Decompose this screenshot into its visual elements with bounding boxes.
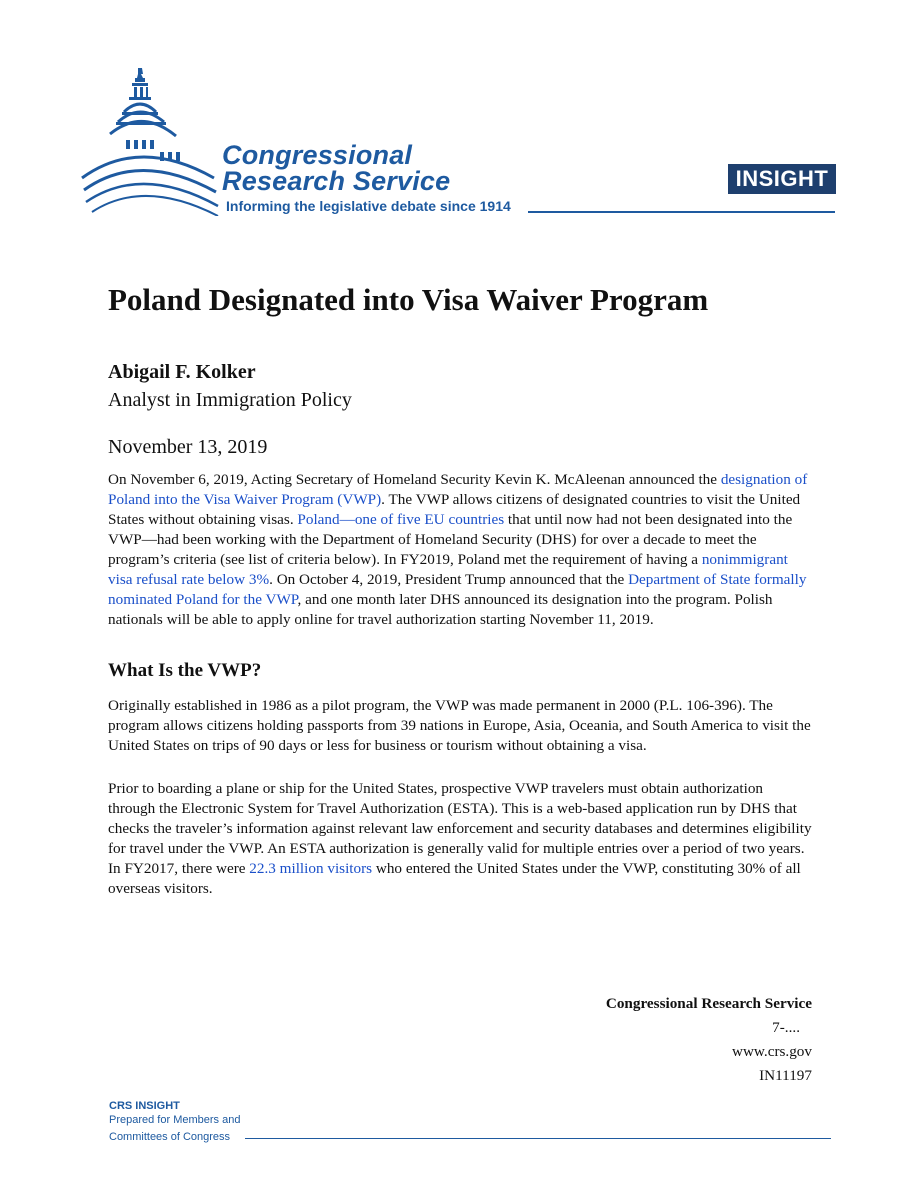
- footer-block: [606, 992, 812, 1088]
- text-run: —one of five: [339, 511, 425, 528]
- eu-countries-link[interactable]: EU countries: [424, 511, 505, 528]
- text-run: . The VWP allows citizens of designated countries to visit the United States without obtaining visas.: [108, 491, 801, 528]
- page-title: Poland Designated into Visa Waiver Program: [108, 282, 709, 317]
- vwp-history-paragraph: Originally established in 1986 as a pilot program, the VWP was made permanent in 2000 (P.L. 106-396). The program allows citizens holding passports from 39 nations in Europe, Asia, Oceania, and South America to visit the United States on trips of 90 days or less for business or tourism without obtaining a visa.: [108, 697, 811, 754]
- author-role: Analyst in Immigration Policy: [108, 389, 352, 411]
- text-run: . On October 4, 2019, President Trump announced that the: [269, 571, 629, 588]
- crs-insight-label: CRS INSIGHT: [109, 1100, 180, 1112]
- text-run: who entered the United States under the VWP, constituting 30% of all overseas visitors.: [108, 860, 801, 897]
- crs-tagline: Informing the legislative debate since 1914: [226, 198, 511, 214]
- text-run: that until now had not been designated into the VWP—had been working with the Department of Homeland Security (DHS) for over a decade to meet the program’s criteria (see list of criteria below). In FY2019, Poland met the requirement of having a: [108, 511, 793, 568]
- esta-paragraph: [108, 779, 814, 899]
- footer-org: Congressional Research Service: [605, 995, 812, 1012]
- poland-link[interactable]: Poland: [297, 511, 340, 528]
- footer-divider: [245, 1138, 831, 1139]
- crs-wordmark: [222, 142, 450, 194]
- footer-id: IN11197: [759, 1067, 812, 1084]
- crs-wordmark-line2: Research Service: [222, 166, 451, 196]
- crs-wordmark-line1: Congressional: [222, 140, 413, 170]
- publication-date: November 13, 2019: [108, 436, 268, 458]
- capitol-dome-logo-icon: [80, 66, 220, 216]
- refusal-rate-link[interactable]: nonimmigrant visa refusal rate below 3%: [108, 551, 788, 588]
- prepared-for-line1: Prepared for Members and: [109, 1114, 241, 1126]
- text-run: , and one month later DHS announced its designation into the program. Polish nationals will be able to apply online for travel authorization starting November 11, 2019.: [108, 591, 773, 628]
- prepared-for-line2: Committees of Congress: [109, 1131, 231, 1143]
- section-heading: What Is the VWP?: [108, 660, 262, 681]
- footer-url[interactable]: www.crs.gov: [731, 1043, 812, 1060]
- visitors-link[interactable]: 22.3 million visitors: [249, 860, 373, 877]
- header-divider: [528, 211, 835, 213]
- text-run: On November 6, 2019, Acting Secretary of Homeland Security Kevin K. McAleenan announced the: [108, 471, 721, 488]
- state-nomination-link[interactable]: Department of State formally nominated Poland for the VWP: [108, 571, 807, 608]
- author-name: Abigail F. Kolker: [108, 361, 256, 383]
- footer-code: 7-....: [772, 1019, 800, 1036]
- text-run: Prior to boarding a plane or ship for the United States, prospective VWP travelers must obtain authorization through the Electronic System for Travel Authorization (ESTA). This is a web-based application run by DHS that checks the traveler’s information against relevant law enforcement and security databases and determines eligibility for travel under the VWP. An ESTA authorization is generally valid for multiple entries over a period of two years. In FY2017, there were: [108, 780, 812, 877]
- insight-badge: INSIGHT: [728, 164, 836, 194]
- intro-paragraph: [108, 470, 814, 630]
- designation-link[interactable]: designation of Poland into the Visa Waiver Program (VWP): [108, 471, 808, 508]
